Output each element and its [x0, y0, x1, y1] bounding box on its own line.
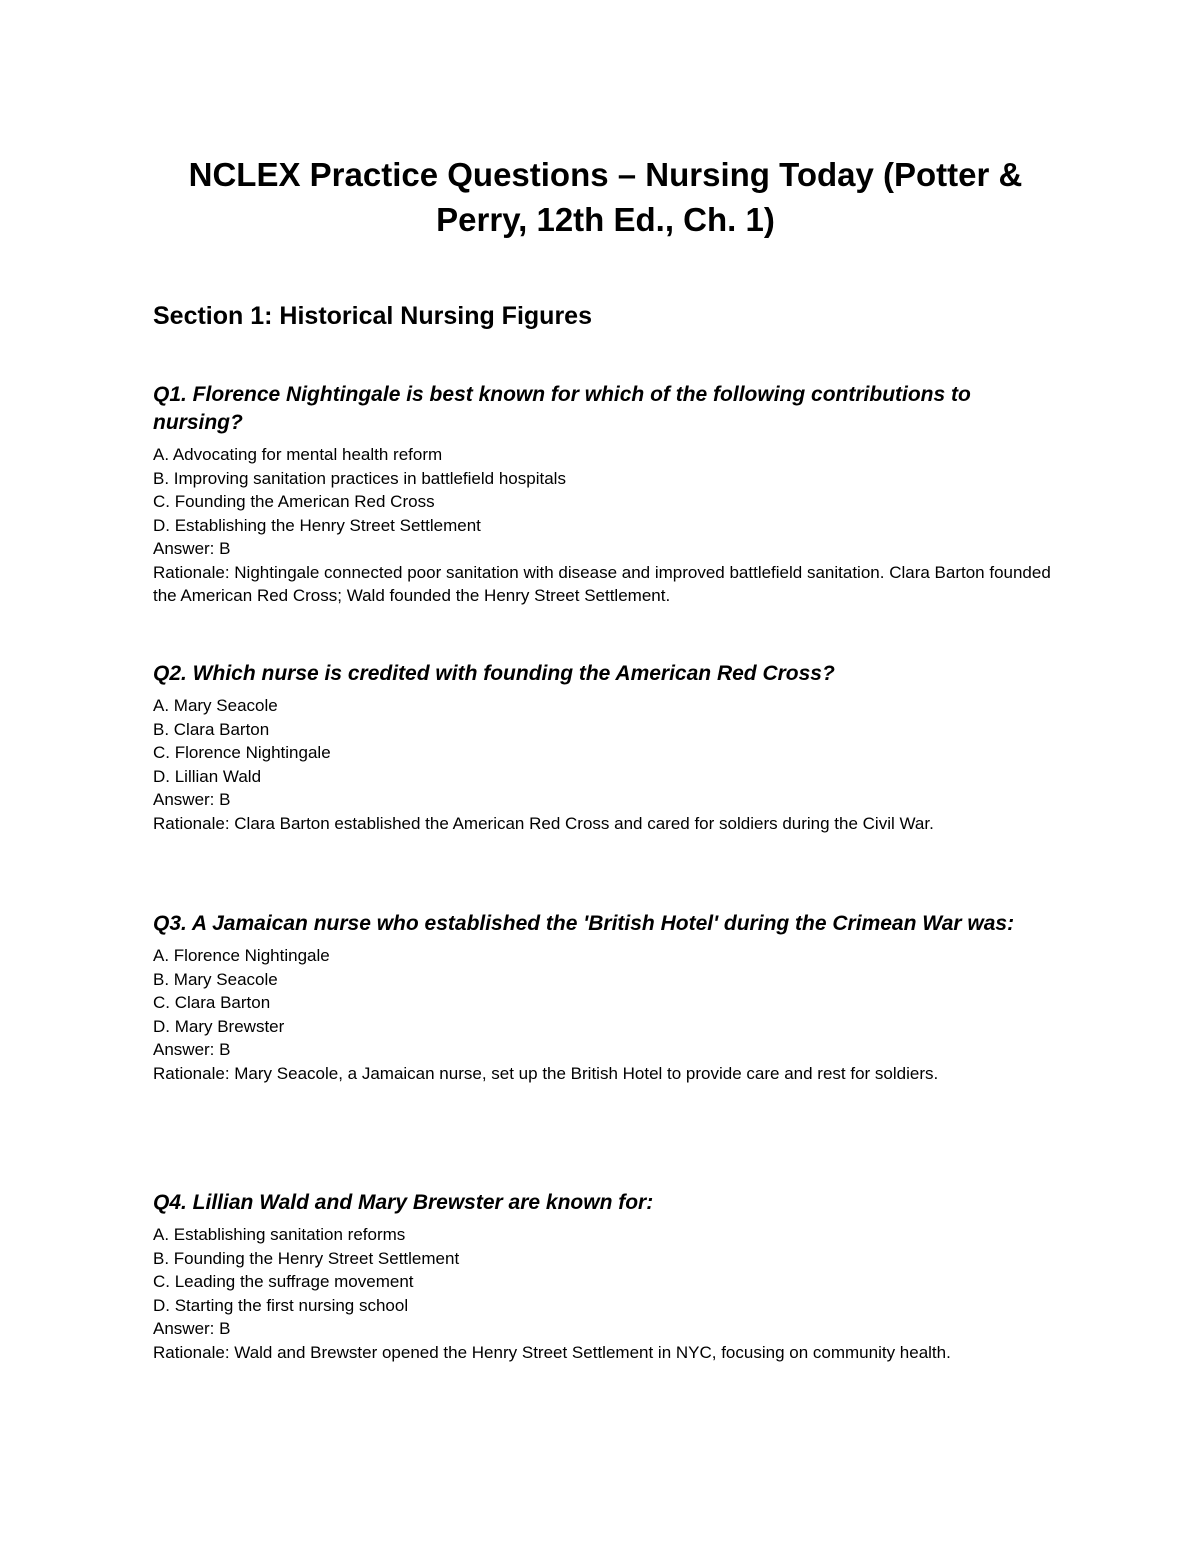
option-d: D. Starting the first nursing school — [153, 1295, 409, 1315]
question-3 — [153, 910, 1058, 1085]
question-stem: Q3. A Jamaican nurse who established the 'British Hotel' during the Crimean War was: — [153, 912, 1015, 935]
answer-line: Answer: B — [153, 539, 231, 558]
option-c: C. Leading the suffrage movement — [153, 1272, 414, 1291]
option-d: D. Mary Brewster — [153, 1016, 285, 1036]
rationale-text: Rationale: Mary Seacole, a Jamaican nurse, set up the British Hotel to provide care and rest for soldiers. — [153, 1063, 939, 1083]
question-stem: Q4. Lillian Wald and Mary Brewster are known for: — [153, 1191, 654, 1214]
option-d: D. Establishing the Henry Street Settlement — [153, 515, 481, 535]
option-c: C. Florence Nightingale — [153, 743, 331, 762]
option-a: A. Advocating for mental health reform — [153, 445, 443, 464]
option-a: A. Establishing sanitation reforms — [153, 1225, 406, 1244]
option-b: B. Improving sanitation practices in battlefield hospitals — [153, 468, 566, 488]
rationale-text: Rationale: Nightingale connected poor sanitation with disease and improved battlefield sanitation. Clara Barton founded the American Red Cross; Wald founded the Henry Street Settlement. — [153, 562, 1051, 605]
rationale-text: Rationale: Wald and Brewster opened the Henry Street Settlement in NYC, focusing on community health. — [153, 1342, 951, 1362]
question-4 — [153, 1189, 1058, 1364]
question-1 — [153, 381, 1058, 608]
document-page — [153, 152, 1058, 1362]
option-c: C. Founding the American Red Cross — [153, 492, 435, 511]
option-c: C. Clara Barton — [153, 993, 271, 1012]
option-a: A. Florence Nightingale — [153, 946, 330, 965]
answer-line: Answer: B — [153, 1319, 231, 1338]
question-stem: Q1. Florence Nightingale is best known for which of the following contributions to nursing? — [153, 383, 971, 434]
answer-line: Answer: B — [153, 1040, 231, 1059]
option-b: B. Mary Seacole — [153, 969, 278, 989]
page-title: NCLEX Practice Questions – Nursing Today (Potter & Perry, 12th Ed., Ch. 1) — [188, 156, 1023, 238]
question-stem: Q2. Which nurse is credited with founding the American Red Cross? — [153, 662, 835, 685]
option-d: D. Lillian Wald — [153, 766, 262, 786]
rationale-text: Rationale: Clara Barton established the American Red Cross and cared for soldiers during the Civil War. — [153, 813, 934, 833]
option-a: A. Mary Seacole — [153, 696, 278, 715]
question-2 — [153, 660, 1058, 835]
option-b: B. Founding the Henry Street Settlement — [153, 1248, 460, 1268]
answer-line: Answer: B — [153, 790, 231, 809]
section-heading: Section 1: Historical Nursing Figures — [153, 302, 592, 330]
option-b: B. Clara Barton — [153, 719, 270, 739]
